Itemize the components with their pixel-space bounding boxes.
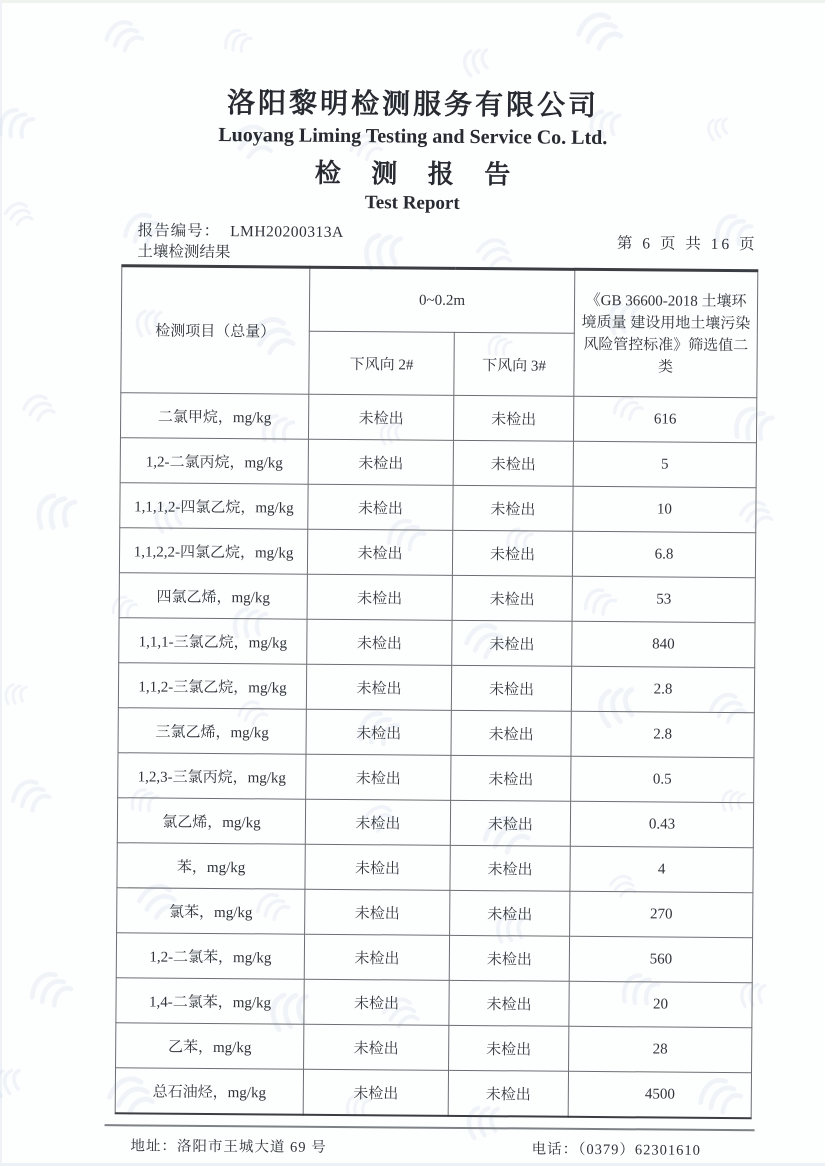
report-title-en: Test Report [364, 192, 460, 214]
result-cell-downwind-2: 未检出 [306, 709, 451, 755]
header-standard-col: 《GB 36600-2018 土壤环境质量 建设用地土壤污染风险管控标准》筛选值二类 [574, 269, 758, 397]
item-cell: 总石油烃，mg/kg [115, 1068, 303, 1115]
limit-cell: 10 [573, 486, 756, 532]
item-cell: 1,1,2,2-四氯乙烷，mg/kg [119, 528, 307, 574]
result-cell-downwind-2: 未检出 [304, 1024, 449, 1070]
limit-cell: 6.8 [572, 531, 755, 577]
result-cell-downwind-2: 未检出 [306, 664, 451, 710]
table-header-row-1 [121, 266, 757, 335]
result-cell-downwind-3: 未检出 [449, 980, 569, 1026]
result-cell-downwind-2: 未检出 [308, 439, 453, 485]
item-cell: 三氯乙烯，mg/kg [118, 708, 306, 754]
results-table-header [121, 266, 758, 398]
table-row [116, 978, 752, 1028]
result-cell-downwind-2: 未检出 [306, 754, 451, 800]
table-row [120, 438, 756, 488]
limit-cell: 2.8 [571, 666, 754, 712]
company-name-cn: 洛阳黎明检测服务有限公司 [226, 88, 600, 122]
table-row [119, 573, 755, 623]
results-table-body [115, 393, 757, 1118]
table-row [117, 798, 753, 848]
table-row [120, 393, 756, 443]
item-cell: 1,2-二氯丙烷，mg/kg [120, 438, 308, 484]
result-cell-downwind-3: 未检出 [450, 890, 570, 936]
item-cell: 1,1,1-三氯乙烷，mg/kg [119, 618, 307, 664]
result-cell-downwind-3: 未检出 [450, 800, 570, 846]
item-cell: 苯，mg/kg [117, 843, 305, 889]
result-cell-downwind-3: 未检出 [453, 440, 573, 486]
result-cell-downwind-3: 未检出 [449, 935, 569, 981]
footer-address: 地址：洛阳市王城大道 69 号 [130, 1138, 327, 1156]
item-cell: 氯乙烯，mg/kg [117, 798, 305, 844]
result-cell-downwind-2: 未检出 [308, 394, 453, 440]
table-row [118, 708, 754, 758]
header-downwind-3: 下风向 3# [454, 332, 575, 396]
table-row [118, 753, 754, 803]
limit-cell: 0.5 [571, 756, 754, 802]
result-cell-downwind-2: 未检出 [303, 1069, 448, 1116]
result-cell-downwind-2: 未检出 [307, 619, 452, 665]
item-cell: 1,1,1,2-四氯乙烷，mg/kg [120, 483, 308, 529]
limit-cell: 2.8 [571, 711, 754, 757]
item-cell: 氯苯，mg/kg [117, 888, 305, 934]
result-cell-downwind-2: 未检出 [305, 889, 450, 935]
result-cell-downwind-3: 未检出 [453, 485, 573, 531]
footer-phone: 电话：（0379）62301610 [531, 1141, 701, 1159]
result-cell-downwind-3: 未检出 [452, 530, 572, 576]
table-row [116, 933, 752, 983]
table-row [117, 888, 753, 938]
table-row [115, 1068, 751, 1118]
item-cell: 1,2,3-三氯丙烷，mg/kg [118, 753, 306, 799]
result-cell-downwind-3: 未检出 [450, 845, 570, 891]
header-depth-col: 0~0.2m [309, 267, 575, 333]
result-cell-downwind-3: 未检出 [452, 620, 572, 666]
result-cell-downwind-3: 未检出 [451, 710, 571, 756]
report-number-label: 报告编号： [137, 222, 221, 241]
item-cell: 四氯乙烯，mg/kg [119, 573, 307, 619]
report-number-line [138, 220, 344, 243]
result-cell-downwind-3: 未检出 [451, 755, 571, 801]
report-number-value: LMH20200313A [230, 223, 344, 241]
result-cell-downwind-2: 未检出 [304, 979, 449, 1025]
limit-cell: 560 [569, 936, 752, 982]
limit-cell: 4 [570, 846, 753, 892]
page-footer [104, 1134, 754, 1160]
limit-cell: 270 [570, 891, 753, 937]
header-item-col: 检测项目（总量） [121, 266, 310, 394]
result-cell-downwind-2: 未检出 [307, 529, 452, 575]
result-cell-downwind-2: 未检出 [305, 844, 450, 890]
company-name-en: Luoyang Liming Testing and Service Co. Ltd. [218, 124, 608, 150]
result-cell-downwind-3: 未检出 [453, 395, 573, 441]
item-cell: 1,1,2-三氯乙烷，mg/kg [118, 663, 306, 709]
item-cell: 乙苯，mg/kg [116, 1023, 304, 1069]
result-cell-downwind-3: 未检出 [451, 665, 571, 711]
result-cell-downwind-3: 未检出 [449, 1025, 569, 1071]
section-title: 土壤检测结果 [137, 243, 231, 262]
report-meta [121, 220, 757, 267]
item-cell: 1,4-二氯苯，mg/kg [116, 978, 304, 1024]
limit-cell: 616 [573, 396, 756, 442]
result-cell-downwind-2: 未检出 [305, 799, 450, 845]
results-table [115, 264, 759, 1119]
limit-cell: 20 [569, 981, 752, 1027]
table-row [119, 618, 755, 668]
table-row [116, 1023, 752, 1073]
result-cell-downwind-3: 未检出 [452, 575, 572, 621]
result-cell-downwind-2: 未检出 [307, 574, 452, 620]
result-cell-downwind-2: 未检出 [308, 484, 453, 530]
table-row [119, 528, 755, 578]
item-cell: 二氯甲烷，mg/kg [120, 393, 308, 439]
limit-cell: 5 [573, 441, 756, 487]
limit-cell: 0.43 [570, 801, 753, 847]
page-indicator: 第 6 页 共 16 页 [616, 235, 758, 254]
table-row [118, 663, 754, 713]
report-title-cn: 检 测 报 告 [314, 158, 523, 190]
header-downwind-2: 下风向 2# [309, 331, 454, 395]
limit-cell: 53 [572, 576, 755, 622]
result-cell-downwind-2: 未检出 [304, 934, 449, 980]
footer-divider [105, 1124, 755, 1131]
limit-cell: 28 [569, 1026, 752, 1072]
item-cell: 1,2-二氯苯，mg/kg [116, 933, 304, 979]
result-cell-downwind-3: 未检出 [448, 1070, 568, 1116]
limit-cell: 4500 [568, 1071, 751, 1118]
table-row [120, 483, 756, 533]
limit-cell: 840 [572, 621, 755, 667]
table-row [117, 843, 753, 893]
